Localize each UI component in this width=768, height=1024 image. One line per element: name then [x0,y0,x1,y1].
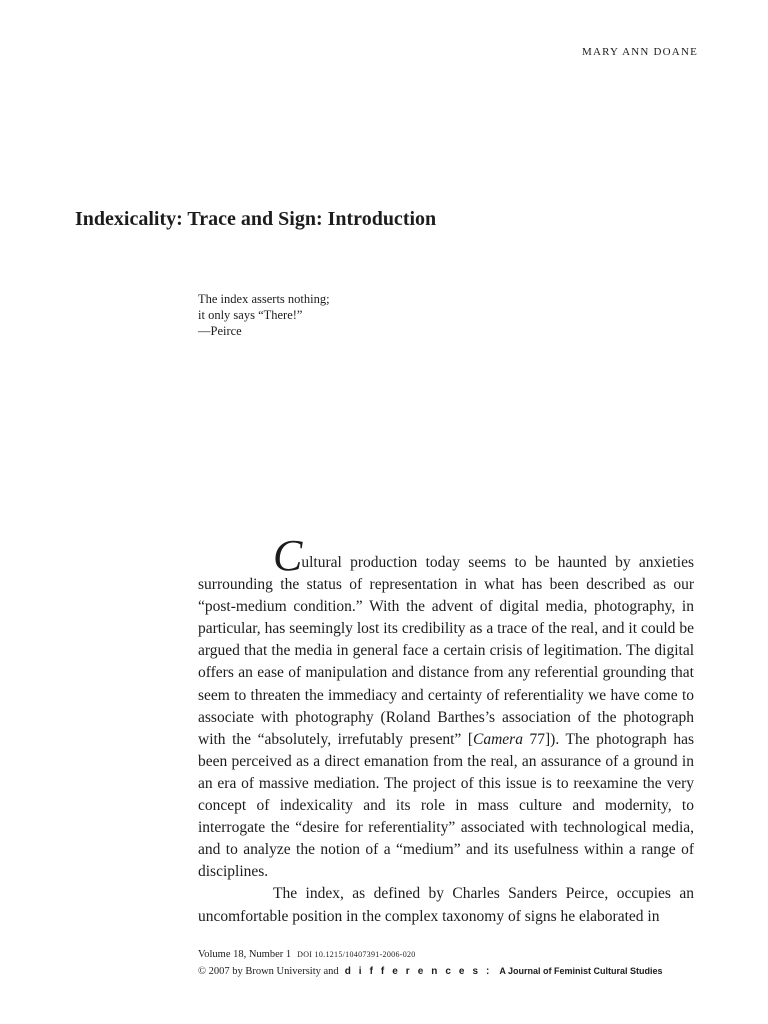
footer-line-2 [198,963,663,980]
epigraph-line-2: it only says “There!” [198,308,303,322]
epigraph-attribution: —Peirce [198,324,242,338]
doi: DOI 10.1215/10407391-2006-020 [297,950,416,959]
paragraph-2: The index, as defined by Charles Sanders Peirce, occupies an uncomfortable position in the complex taxonomy of signs he elaborated in [198,885,694,925]
journal-name: differences: [344,966,498,977]
journal-subtitle: A Journal of Feminist Cultural Studies [499,966,663,976]
paragraph-1-text-b: 77]). The photograph has been perceived as a direct emanation from the real, an assurance of a ground in an era of massive mediation. The project of this issue is to reexamine the very concept of indexicality and its role in mass culture and modernity, to interrogate the “desire for referentiality” associated with technological media, and to analyze the notion of a “medium” and its usefulness within a range of disciplines. [198,730,694,881]
epigraph-line-1: The index asserts nothing; [198,292,330,306]
volume-info: Volume 18, Number 1 [198,949,292,960]
paragraph-1-text-a: ultural production today seems to be haunted by anxieties surrounding the status of representation in what has been described as our “post-medium condition.” With the advent of digital media, photography, in particular, has seemingly lost its credibility as a trace of the real, and it could be argued that the media in general face a certain crisis of legitimation. The digital offers an ease of manipulation and distance from any referential grounding that seem to threaten the immediacy and certainty of referentiality we have come to associate with photography (Roland Barthes’s association of the photograph with the “absolutely, irrefutably present” [ [198,554,694,748]
body-text [198,531,694,928]
citation-title: Camera [473,730,523,748]
epigraph [198,291,330,339]
copyright: © 2007 by Brown University and [198,966,339,977]
footer-line-1 [198,946,663,963]
running-head: MARY ANN DOANE [582,46,699,58]
article-title: Indexicality: Trace and Sign: Introduction [75,208,437,230]
paragraph-1 [198,531,694,883]
footer [198,946,663,980]
drop-cap: C [273,531,302,580]
